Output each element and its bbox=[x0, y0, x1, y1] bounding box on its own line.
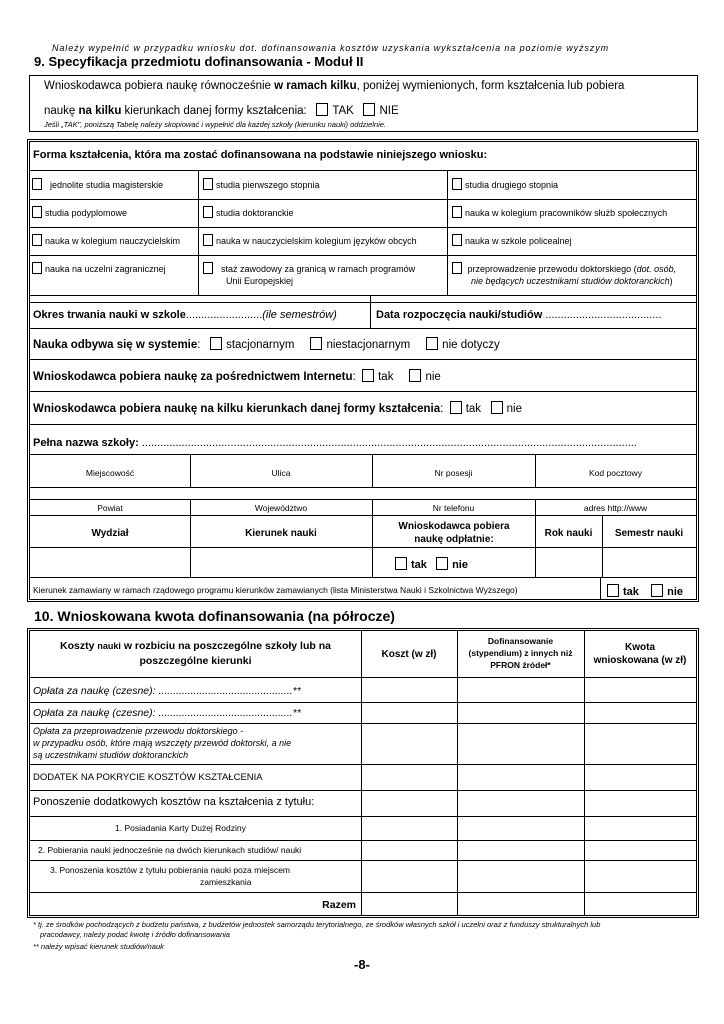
odplatnie-tak-checkbox[interactable] bbox=[395, 557, 407, 570]
school-name-field[interactable] bbox=[33, 437, 695, 449]
internet-nie-checkbox[interactable] bbox=[409, 369, 421, 382]
cost-row-kdr: 1. Posiadania Karty Dużej Rodziny bbox=[115, 823, 246, 833]
addr-header-nr-posesji: Nr posesji bbox=[434, 468, 473, 478]
form-option-label: dot. osób, bbox=[636, 264, 677, 274]
form-option-label: studia drugiego stopnia bbox=[465, 180, 559, 190]
school-name-label: Pełna nazwa szkoły: bbox=[33, 437, 139, 449]
system-option: niestacjonarnym bbox=[326, 339, 411, 351]
intro-emph: na kilku bbox=[78, 105, 122, 117]
checkbox[interactable] bbox=[452, 234, 462, 246]
page-number: -8- bbox=[354, 957, 370, 972]
intro-text: kierunkach danej formy kształcenia: bbox=[121, 105, 307, 117]
form-option-label-cont: Unii Europejskiej bbox=[226, 276, 294, 286]
form-option-label-cont bbox=[471, 276, 673, 286]
checkbox[interactable] bbox=[203, 206, 213, 218]
addr-header-powiat: Powiat bbox=[97, 503, 123, 513]
intro-line-1 bbox=[44, 80, 624, 92]
checkbox[interactable] bbox=[452, 178, 462, 190]
form-option[interactable] bbox=[32, 262, 166, 274]
odplatnie-options bbox=[395, 557, 468, 571]
cost-header-1 bbox=[30, 640, 361, 652]
school-name-dots: .................................................................................................................................................................. bbox=[138, 437, 637, 449]
kilku-row bbox=[33, 401, 522, 415]
intro-emph: w ramach kilku bbox=[274, 80, 357, 92]
checkbox[interactable] bbox=[32, 206, 42, 218]
forma-title: Forma kształcenia, która ma zostać dofinansowana na podstawie niniejszego wniosku: bbox=[33, 149, 488, 161]
footnote-1: * tj. ze środków pochodzących z budżetu państwa, z budżetów jednostek samorządu terytorialnego, ze środków własnych szkół i uczelni oraz z funduszy strukturalnych lub bbox=[33, 920, 601, 929]
checkbox[interactable] bbox=[452, 262, 462, 274]
cost-header-kwota-1: Kwota bbox=[625, 642, 655, 653]
cost-header-text: nauki bbox=[97, 641, 121, 651]
footnote-1b: pracodawcy, należy podać kwotę i źródło dofinansowania bbox=[40, 930, 230, 939]
data-dots: ...................................... bbox=[542, 309, 662, 321]
cost-row-doktor-2: w przypadku osób, które mają wszczęty przewód doktorski, a nie bbox=[33, 738, 292, 748]
form-option-label: nie będących uczestnikami studiów doktoranckich bbox=[471, 276, 670, 286]
form-option-label: studia doktoranckie bbox=[216, 208, 294, 218]
addr-header-telefon: Nr telefonu bbox=[432, 503, 475, 513]
cost-header-koszt: Koszt (w zł) bbox=[381, 649, 437, 660]
section-10-title: 10. Wnioskowana kwota dofinansowania (na półrocze) bbox=[34, 608, 395, 624]
cost-row-razem: Razem bbox=[322, 899, 356, 911]
tak-label: tak bbox=[623, 586, 639, 598]
checkbox[interactable] bbox=[452, 206, 462, 218]
okres-unit: (ile semestrów) bbox=[262, 309, 337, 321]
intro-tak-checkbox[interactable] bbox=[316, 103, 328, 116]
form-option[interactable] bbox=[203, 178, 320, 190]
tak-label: tak bbox=[411, 559, 427, 571]
form-option-label: nauka w nauczycielskim kolegium języków obcych bbox=[216, 236, 417, 246]
kilku-tak-checkbox[interactable] bbox=[450, 401, 462, 414]
system-option: stacjonarnym bbox=[226, 339, 295, 351]
intro-line-2 bbox=[44, 103, 399, 117]
zamawiany-nie-checkbox[interactable] bbox=[651, 584, 663, 597]
tak-label: tak bbox=[465, 403, 482, 415]
study-header-semestr: Semestr nauki bbox=[614, 528, 684, 539]
zamawiany-tak-checkbox[interactable] bbox=[607, 584, 619, 597]
form-option[interactable] bbox=[452, 262, 676, 274]
checkbox[interactable] bbox=[203, 262, 213, 274]
internet-row bbox=[33, 369, 441, 383]
data-field[interactable] bbox=[376, 309, 661, 321]
addr-header-miejscowosc: Miejscowość bbox=[85, 468, 135, 478]
kilku-colon: : bbox=[440, 403, 444, 415]
form-option[interactable] bbox=[32, 234, 180, 246]
cost-header-text: Koszty bbox=[60, 640, 98, 652]
cost-header-dofinans-1: Dofinansowanie bbox=[487, 636, 554, 646]
cost-header-1b: poszczególne kierunki bbox=[139, 655, 252, 667]
study-header-odplatnie: Wnioskodawca pobiera naukę odpłatnie: bbox=[398, 521, 510, 545]
zamawiany-label: Kierunek zamawiany w ramach rządowego programu kierunków zamawianych (lista Ministerstwa Nauki i Szkolnictwa Wyższego) bbox=[33, 585, 518, 595]
internet-label: Wnioskodawca pobiera naukę za pośrednictwem Internetu bbox=[33, 371, 353, 383]
cost-header-dofinans-2: (stypendium) z innych niż bbox=[468, 648, 573, 658]
system-row bbox=[33, 337, 500, 351]
form-option-label: jednolite studia magisterskie bbox=[50, 180, 164, 190]
checkbox[interactable] bbox=[203, 178, 213, 190]
footnote-2: ** należy wpisać kierunek studiów/nauk bbox=[33, 942, 164, 951]
nie-label: nie bbox=[506, 403, 523, 415]
nie-label: nie bbox=[452, 559, 468, 571]
cost-row-ponoszenie: Ponoszenie dodatkowych kosztów na kształcenia z tytułu: bbox=[33, 796, 315, 808]
addr-header-kod: Kod pocztowy bbox=[589, 468, 642, 478]
form-option[interactable] bbox=[452, 234, 572, 246]
intro-text: naukę bbox=[44, 105, 79, 117]
system-checkbox-3[interactable] bbox=[426, 337, 438, 350]
section-9-title: 9. Specyfikacja przedmiotu dofinansowania - Moduł II bbox=[34, 54, 364, 69]
checkbox[interactable] bbox=[203, 234, 213, 246]
form-option-label: ) bbox=[669, 276, 673, 286]
checkbox[interactable] bbox=[32, 178, 42, 190]
zamawiany-options bbox=[607, 584, 683, 598]
form-option-label: studia podyplomowe bbox=[45, 208, 128, 218]
form-option[interactable] bbox=[452, 206, 667, 218]
form-option-label: nauka w kolegium pracowników służb społecznych bbox=[465, 208, 668, 218]
addr-header-ulica: Ulica bbox=[271, 468, 291, 478]
form-option[interactable] bbox=[203, 262, 415, 274]
form-option[interactable] bbox=[32, 206, 127, 218]
cost-row-czesne-2: Opłata za naukę (czesne): ..............................................** bbox=[33, 707, 301, 719]
cost-row-dodatek: DODATEK NA POKRYCIE KOSZTÓW KSZTAŁCENIA bbox=[33, 772, 263, 783]
internet-tak-checkbox[interactable] bbox=[362, 369, 374, 382]
study-header-kierunek: Kierunek nauki bbox=[245, 528, 317, 539]
system-checkbox-2[interactable] bbox=[310, 337, 322, 350]
cost-row-poza-1: 3. Ponoszenia kosztów z tytułu pobierania nauki poza miejscem bbox=[50, 865, 291, 875]
checkbox[interactable] bbox=[32, 234, 42, 246]
addr-header-wojewodztwo: Województwo bbox=[254, 503, 308, 513]
form-option[interactable] bbox=[203, 234, 417, 246]
data-label: Data rozpoczęcia nauki/studiów bbox=[376, 309, 543, 321]
nie-label: nie bbox=[425, 371, 441, 383]
form-option-label: nauka w kolegium nauczycielskim bbox=[45, 236, 181, 246]
checkbox[interactable] bbox=[32, 262, 42, 274]
intro-text: Wnioskodawca pobiera naukę równocześnie bbox=[44, 80, 275, 92]
form-option-label: nauka na uczelni zagranicznej bbox=[45, 264, 166, 274]
cost-row-poza-2: zamieszkania bbox=[200, 877, 252, 887]
cost-header-kwota-2: wnioskowana (w zł) bbox=[593, 655, 687, 666]
kilku-label: Wnioskodawca pobiera naukę na kilku kierunkach danej formy kształcenia bbox=[33, 403, 441, 415]
cost-row-czesne-1: Opłata za naukę (czesne): ..............................................** bbox=[33, 685, 301, 697]
study-header-wydzial: Wydział bbox=[91, 528, 129, 539]
addr-header-www: adres http://www bbox=[583, 503, 648, 513]
okres-dots: ......................... bbox=[185, 309, 263, 321]
intro-note: Jeśli „TAK", poniższą Tabelę należy skopiować i wypełnić dla każdej szkoły (kierunku nauki) oddzielnie. bbox=[44, 120, 386, 129]
system-option: nie dotyczy bbox=[442, 339, 500, 351]
form-option[interactable] bbox=[452, 178, 558, 190]
cost-row-dwa-kierunki: 2. Pobierania nauki jednocześnie na dwóch kierunkach studiów/ nauki bbox=[38, 845, 302, 855]
form-option-label: przeprowadzenie przewodu doktorskiego ( bbox=[467, 264, 637, 274]
study-header-rok: Rok nauki bbox=[544, 528, 593, 539]
okres-field[interactable] bbox=[33, 309, 337, 321]
tak-label: tak bbox=[378, 371, 394, 383]
okres-label: Okres trwania nauki w szkole bbox=[33, 309, 186, 321]
form-option-label: staż zawodowy za granicą w ramach programów bbox=[221, 264, 416, 274]
cost-header-dofinans-3: PFRON źródeł* bbox=[490, 660, 551, 670]
top-note: Należy wypełnić w przypadku wniosku dot. dofinansowania kosztów uzyskania wykształcenia na poziomie wyższym bbox=[52, 43, 610, 53]
form-option-label: studia pierwszego stopnia bbox=[216, 180, 320, 190]
odplatnie-nie-checkbox[interactable] bbox=[436, 557, 448, 570]
intro-nie-checkbox[interactable] bbox=[363, 103, 375, 116]
nie-label: nie bbox=[667, 586, 684, 598]
nie-label: NIE bbox=[379, 105, 399, 117]
system-colon: : bbox=[197, 339, 201, 351]
intro-text: , poniżej wymienionych, form kształcenia lub pobiera bbox=[356, 80, 625, 92]
tak-label: TAK bbox=[332, 105, 354, 117]
internet-colon: : bbox=[352, 371, 356, 383]
form-option-label: nauka w szkole policealnej bbox=[465, 236, 572, 246]
kilku-nie-checkbox[interactable] bbox=[491, 401, 503, 414]
cost-header-text: w rozbiciu na poszczególne szkoły lub na bbox=[120, 640, 331, 652]
cost-row-doktor-3: są uczestnikami studiów doktoranckich bbox=[33, 750, 189, 760]
system-label: Nauka odbywa się w systemie bbox=[33, 339, 198, 351]
system-checkbox-1[interactable] bbox=[210, 337, 222, 350]
cost-row-doktor-1: Opłata za przeprowadzenie przewodu doktorskiego - bbox=[33, 726, 244, 736]
form-option[interactable] bbox=[32, 178, 163, 190]
form-option[interactable] bbox=[203, 206, 294, 218]
